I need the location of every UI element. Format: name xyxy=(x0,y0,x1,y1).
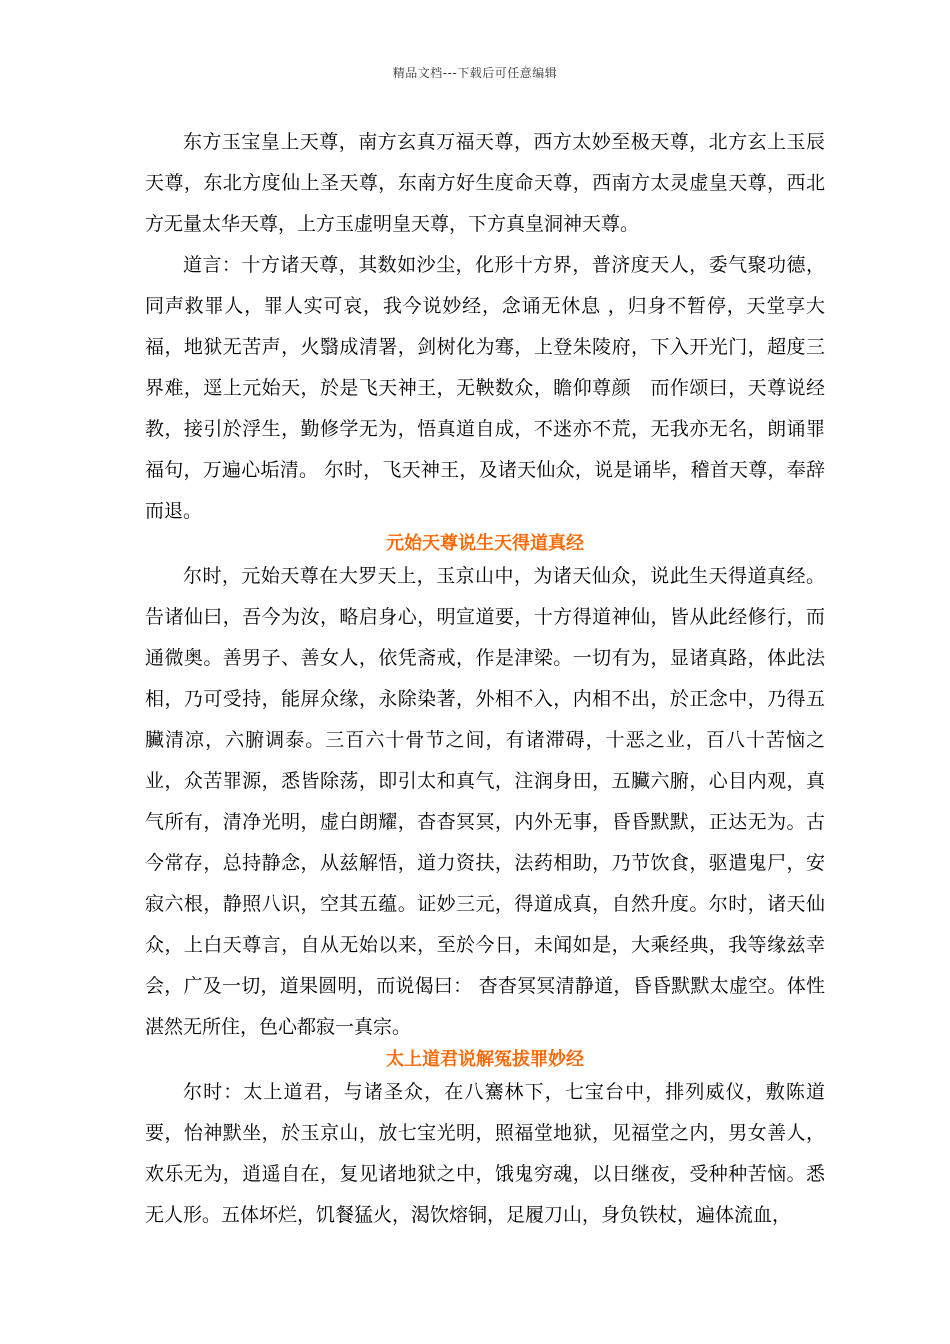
page-header: 精品文档---下载后可任意编辑 xyxy=(392,66,558,80)
document-body xyxy=(145,122,825,1236)
paragraph-ten-directions: 东方玉宝皇上天尊，南方玄真万福天尊，西方太妙至极天尊，北方玄上玉辰天尊，东北方度仙上圣天尊，东南方好生度命天尊，西南方太灵虚皇天尊，西北方无量太华天尊，上方玉虚明皇天尊，下方真皇洞神天尊。 xyxy=(145,131,825,235)
paragraph-sheng-tian: 尔时，元始天尊在大罗天上，玉京山中，为诸天仙众，说此生天得道真经。告诸仙曰，吾今为汝，略启身心，明宣道要，十方得道神仙，皆从此经修行，而通微奥。善男子、善女人，依凭斋戒，作是津梁。一切有为，显诸真路，体此法相，乃可受持，能屏众缘，永除染著，外相不入，内相不出，於正念中，乃得五臟清凉，六腑调泰。三百六十骨节之间，有诸滞碍，十恶之业，百八十苦恼之业，众苦罪源，悉皆除荡，即引太和真气，注润身田，五臟六腑，心目内观，真气所有，清净光明，虚白朗耀，杳杳冥冥，内外无事，昏昏默默，正达无为。古今常存，总持静念，从兹解悟，道力资扶，法药相助，乃节饮食，驱遣鬼尸，安寂六根，静照八识，空其五蕴。证妙三元，得道成真，自然升度。尔时，诸天仙众，上白天尊言，自从无始以来，至於今日，未闻如是，大乘经典，我等缘兹幸会，广及一切，道果圆明，而说偈曰： 杳杳冥冥清静道，昏昏默默太虚空。体性湛然无所住，色心都寂一真宗。 xyxy=(145,565,825,1038)
paragraph-jie-yuan: 尔时：太上道君，与诸圣众，在八騫林下，七宝台中，排列威仪，敷陈道要，怡神默坐，於玉京山，放七宝光明，照福堂地狱，见福堂之内，男女善人，欢乐无为，逍遥自在，复见诸地狱之中，饿鬼穷魂，以日继夜，受种种苦恼。悉无人形。五体坏烂，饥餐猛火，渴饮熔铜，足履刀山，身负铁杖，遍体流血， xyxy=(145,1081,825,1226)
section-title-jie-yuan: 太上道君说解冤拔罪妙经 xyxy=(386,1049,584,1070)
paragraph-dao-yan: 道言：十方诸天尊，其数如沙尘，化形十方界，普济度天人，委气聚功德，同声救罪人，罪人实可哀，我今说妙经，念诵无休息 ，归身不暂停，天堂享大福，地狱无苦声，火翳成清署，剑树化为骞，上登朱陵府，下入开光门，超度三界难，逕上元始天，於是飞天神王，无鞅数众，瞻仰尊颜 而作颂曰，天尊说经教，接引於浮生，勤修学无为，悟真道自成，不迷亦不荒，无我亦无名，朗诵罪福句，万遍心垢清。 尔时，飞天神王，及诸天仙众，说是诵毕，稽首天尊，奉辞而退。 xyxy=(145,254,825,522)
section-title-sheng-tian: 元始天尊说生天得道真经 xyxy=(386,533,584,554)
